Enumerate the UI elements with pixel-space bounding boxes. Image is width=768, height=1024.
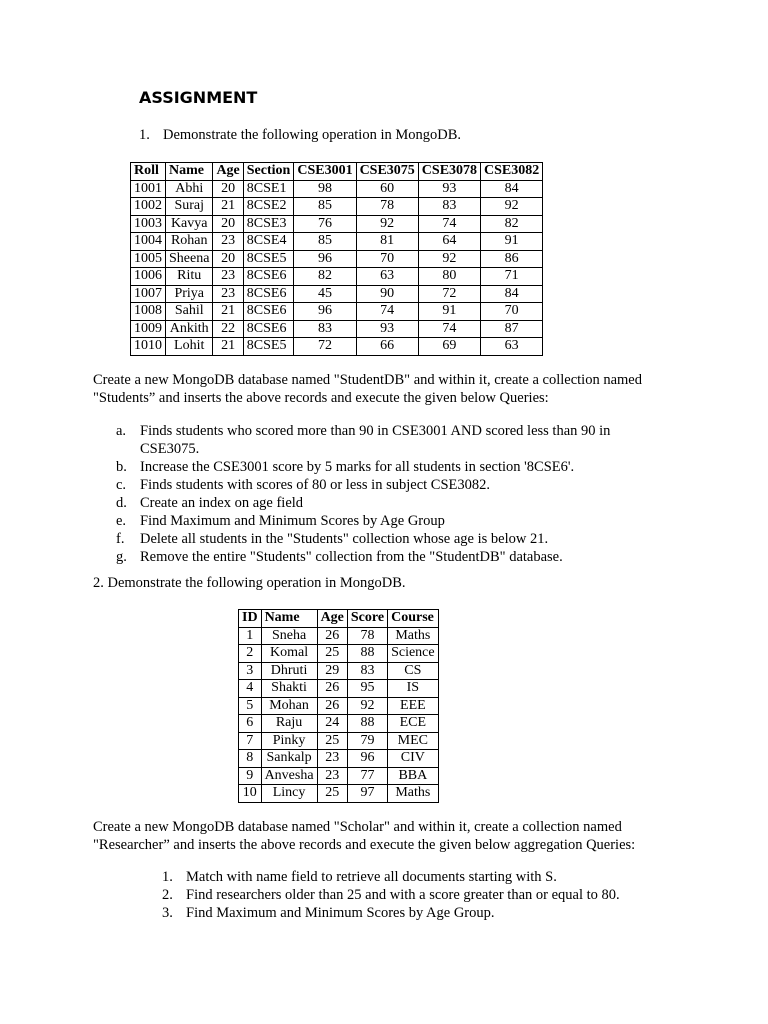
table-cell: 92	[481, 198, 543, 216]
aggregation-query-marker: 2.	[162, 887, 173, 903]
table-cell: 23	[317, 767, 347, 785]
query-text: Increase the CSE3001 score by 5 marks for all students in section '8CSE6'.	[140, 459, 575, 475]
aggregation-query-text: Find researchers older than 25 and with a score greater than or equal to 80.	[186, 887, 620, 903]
table-cell: 4	[239, 680, 262, 698]
aggregation-query-item	[162, 868, 682, 886]
column-header: Name	[166, 163, 213, 181]
table-cell: 91	[481, 233, 543, 251]
table-row	[131, 180, 543, 198]
table-cell: 8CSE6	[243, 320, 294, 338]
table-row	[131, 233, 543, 251]
table-cell: Lohit	[166, 338, 213, 356]
table-cell: 85	[294, 233, 356, 251]
column-header: Name	[261, 610, 317, 628]
table-cell: 24	[317, 715, 347, 733]
table-row	[131, 268, 543, 286]
table-cell: 8CSE3	[243, 215, 294, 233]
table-cell: 95	[347, 680, 387, 698]
table-cell: 23	[317, 750, 347, 768]
table-cell: 8CSE6	[243, 303, 294, 321]
table-cell: 7	[239, 732, 262, 750]
table-cell: 8CSE1	[243, 180, 294, 198]
table-cell: 92	[418, 250, 480, 268]
table-cell: 26	[317, 697, 347, 715]
students-table	[130, 162, 543, 356]
table-cell: 20	[213, 250, 243, 268]
question-1-text: Demonstrate the following operation in MongoDB.	[163, 127, 462, 143]
query-item	[116, 458, 656, 476]
table-cell: 84	[481, 180, 543, 198]
researcher-table	[238, 609, 439, 803]
table-cell: Lincy	[261, 785, 317, 803]
table-cell: 8CSE5	[243, 250, 294, 268]
table-cell: Rohan	[166, 233, 213, 251]
table-cell: 90	[356, 285, 418, 303]
table-cell: 1005	[131, 250, 166, 268]
table-row	[131, 285, 543, 303]
table-cell: Maths	[388, 627, 439, 645]
table-cell: 1006	[131, 268, 166, 286]
table-cell: 92	[356, 215, 418, 233]
table-cell: Abhi	[166, 180, 213, 198]
table-cell: 8CSE5	[243, 338, 294, 356]
table-cell: 1002	[131, 198, 166, 216]
table-cell: 20	[213, 215, 243, 233]
aggregation-query-item	[162, 904, 682, 922]
query-marker: e.	[116, 513, 127, 529]
table-cell: 21	[213, 303, 243, 321]
table-cell: 2	[239, 645, 262, 663]
table-cell: Kavya	[166, 215, 213, 233]
table-cell: Sheena	[166, 250, 213, 268]
table-cell: 96	[294, 250, 356, 268]
column-header: Roll	[131, 163, 166, 181]
table-cell: Raju	[261, 715, 317, 733]
query-text: Finds students who scored more than 90 in CSE3001 AND scored less than 90 in CSE3075.	[140, 423, 611, 457]
column-header: Course	[388, 610, 439, 628]
table-cell: Ritu	[166, 268, 213, 286]
table-row	[239, 680, 439, 698]
table-row	[239, 697, 439, 715]
query-text: Finds students with scores of 80 or less in subject CSE3082.	[140, 477, 491, 493]
table-cell: 83	[418, 198, 480, 216]
table-cell: 6	[239, 715, 262, 733]
table-cell: 1007	[131, 285, 166, 303]
table-cell: 83	[347, 662, 387, 680]
table-cell: 22	[213, 320, 243, 338]
table-cell: CS	[388, 662, 439, 680]
table-cell: 60	[356, 180, 418, 198]
table-row	[131, 215, 543, 233]
table-cell: 3	[239, 662, 262, 680]
table-cell: 23	[213, 285, 243, 303]
query-item	[116, 494, 656, 512]
table-cell: 78	[356, 198, 418, 216]
question-1-query-list	[116, 422, 656, 566]
query-marker: g.	[116, 549, 127, 565]
table-cell: 82	[294, 268, 356, 286]
table-cell: 9	[239, 767, 262, 785]
table-cell: 78	[347, 627, 387, 645]
column-header: ID	[239, 610, 262, 628]
table-cell: Ankith	[166, 320, 213, 338]
table-row	[239, 627, 439, 645]
query-text: Create an index on age field	[140, 495, 304, 511]
table-cell: IS	[388, 680, 439, 698]
query-marker: b.	[116, 459, 127, 475]
table-row	[239, 785, 439, 803]
query-item	[116, 512, 656, 530]
query-item	[116, 530, 656, 548]
table-row	[131, 303, 543, 321]
aggregation-query-text: Find Maximum and Minimum Scores by Age Group.	[186, 905, 495, 921]
table-cell: 96	[294, 303, 356, 321]
table-cell: 1004	[131, 233, 166, 251]
table-cell: 72	[418, 285, 480, 303]
table-cell: 87	[481, 320, 543, 338]
table-cell: 64	[418, 233, 480, 251]
table-row	[239, 767, 439, 785]
table-cell: 79	[347, 732, 387, 750]
table-cell: 93	[356, 320, 418, 338]
table-cell: MEC	[388, 732, 439, 750]
column-header: CSE3078	[418, 163, 480, 181]
table-cell: ECE	[388, 715, 439, 733]
table-cell: 91	[418, 303, 480, 321]
table-cell: 69	[418, 338, 480, 356]
query-marker: d.	[116, 495, 127, 511]
table-cell: 63	[356, 268, 418, 286]
column-header: CSE3082	[481, 163, 543, 181]
table-cell: CIV	[388, 750, 439, 768]
table-cell: 1008	[131, 303, 166, 321]
researcher-table-header	[239, 610, 439, 628]
table-cell: 70	[481, 303, 543, 321]
table-cell: Anvesha	[261, 767, 317, 785]
table-cell: 74	[418, 320, 480, 338]
table-cell: 1	[239, 627, 262, 645]
table-cell: 8CSE4	[243, 233, 294, 251]
table-cell: 23	[213, 233, 243, 251]
question-1-description: Create a new MongoDB database named "StudentDB" and within it, create a collection named "Students” and inserts the above records and execute the given below Queries:	[93, 372, 642, 406]
table-cell: 63	[481, 338, 543, 356]
table-cell: 74	[418, 215, 480, 233]
table-cell: 25	[317, 785, 347, 803]
query-item	[116, 422, 656, 458]
table-cell: 88	[347, 645, 387, 663]
table-cell: 93	[418, 180, 480, 198]
table-cell: 72	[294, 338, 356, 356]
table-cell: 5	[239, 697, 262, 715]
table-row	[239, 645, 439, 663]
aggregation-query-marker: 1.	[162, 869, 173, 885]
table-cell: 10	[239, 785, 262, 803]
table-row	[131, 250, 543, 268]
table-cell: 96	[347, 750, 387, 768]
table-cell: 83	[294, 320, 356, 338]
table-cell: 26	[317, 627, 347, 645]
table-cell: 25	[317, 645, 347, 663]
column-header: CSE3075	[356, 163, 418, 181]
page-title: ASSIGNMENT	[139, 88, 258, 107]
students-table-header	[131, 163, 543, 181]
table-cell: 92	[347, 697, 387, 715]
table-row	[239, 662, 439, 680]
table-row	[239, 715, 439, 733]
table-cell: 21	[213, 198, 243, 216]
table-cell: 8CSE6	[243, 285, 294, 303]
researcher-table-body	[239, 627, 439, 802]
aggregation-query-marker: 3.	[162, 905, 173, 921]
query-text: Find Maximum and Minimum Scores by Age Group	[140, 513, 445, 529]
table-cell: Pinky	[261, 732, 317, 750]
table-cell: 71	[481, 268, 543, 286]
table-cell: 76	[294, 215, 356, 233]
aggregation-query-text: Match with name field to retrieve all documents starting with S.	[186, 869, 557, 885]
column-header: Section	[243, 163, 294, 181]
column-header: CSE3001	[294, 163, 356, 181]
table-row	[131, 320, 543, 338]
students-table-body	[131, 180, 543, 355]
table-cell: 81	[356, 233, 418, 251]
table-cell: 26	[317, 680, 347, 698]
table-cell: 8CSE2	[243, 198, 294, 216]
table-cell: 74	[356, 303, 418, 321]
table-cell: Dhruti	[261, 662, 317, 680]
table-cell: Sahil	[166, 303, 213, 321]
question-2-description: Create a new MongoDB database named "Scholar" and within it, create a collection named "Researcher” and inserts the above records and execute the given below aggregation Queries:	[93, 819, 636, 853]
table-cell: 97	[347, 785, 387, 803]
table-cell: Shakti	[261, 680, 317, 698]
query-item	[116, 476, 656, 494]
column-header: Age	[317, 610, 347, 628]
table-cell: 45	[294, 285, 356, 303]
table-cell: Maths	[388, 785, 439, 803]
column-header: Age	[213, 163, 243, 181]
column-header: Score	[347, 610, 387, 628]
table-cell: 98	[294, 180, 356, 198]
table-row	[131, 198, 543, 216]
table-row	[239, 732, 439, 750]
table-cell: 80	[418, 268, 480, 286]
table-cell: Suraj	[166, 198, 213, 216]
table-cell: 1003	[131, 215, 166, 233]
table-cell: 85	[294, 198, 356, 216]
table-cell: 21	[213, 338, 243, 356]
question-1-number: 1.	[139, 127, 150, 143]
table-cell: 82	[481, 215, 543, 233]
query-marker: f.	[116, 531, 125, 547]
table-cell: 1001	[131, 180, 166, 198]
table-cell: 8	[239, 750, 262, 768]
query-item	[116, 548, 656, 566]
table-cell: 77	[347, 767, 387, 785]
table-cell: 88	[347, 715, 387, 733]
question-2-heading: 2. Demonstrate the following operation in MongoDB.	[93, 575, 406, 591]
table-cell: Sankalp	[261, 750, 317, 768]
query-text: Delete all students in the "Students" collection whose age is below 21.	[140, 531, 549, 547]
table-cell: 29	[317, 662, 347, 680]
table-cell: 1009	[131, 320, 166, 338]
table-cell: 66	[356, 338, 418, 356]
table-row	[239, 750, 439, 768]
table-cell: 20	[213, 180, 243, 198]
query-marker: c.	[116, 477, 127, 493]
table-cell: Sneha	[261, 627, 317, 645]
table-cell: 8CSE6	[243, 268, 294, 286]
query-text: Remove the entire "Students" collection from the "StudentDB" database.	[140, 549, 563, 565]
table-cell: 1010	[131, 338, 166, 356]
table-cell: Priya	[166, 285, 213, 303]
table-cell: 86	[481, 250, 543, 268]
question-1-heading	[139, 127, 461, 144]
table-cell: 25	[317, 732, 347, 750]
table-cell: BBA	[388, 767, 439, 785]
table-row	[131, 338, 543, 356]
aggregation-query-item	[162, 886, 682, 904]
table-cell: Komal	[261, 645, 317, 663]
table-cell: Mohan	[261, 697, 317, 715]
table-cell: 70	[356, 250, 418, 268]
table-cell: Science	[388, 645, 439, 663]
question-2-query-list	[162, 868, 682, 922]
query-marker: a.	[116, 423, 127, 439]
table-cell: EEE	[388, 697, 439, 715]
table-cell: 84	[481, 285, 543, 303]
table-cell: 23	[213, 268, 243, 286]
